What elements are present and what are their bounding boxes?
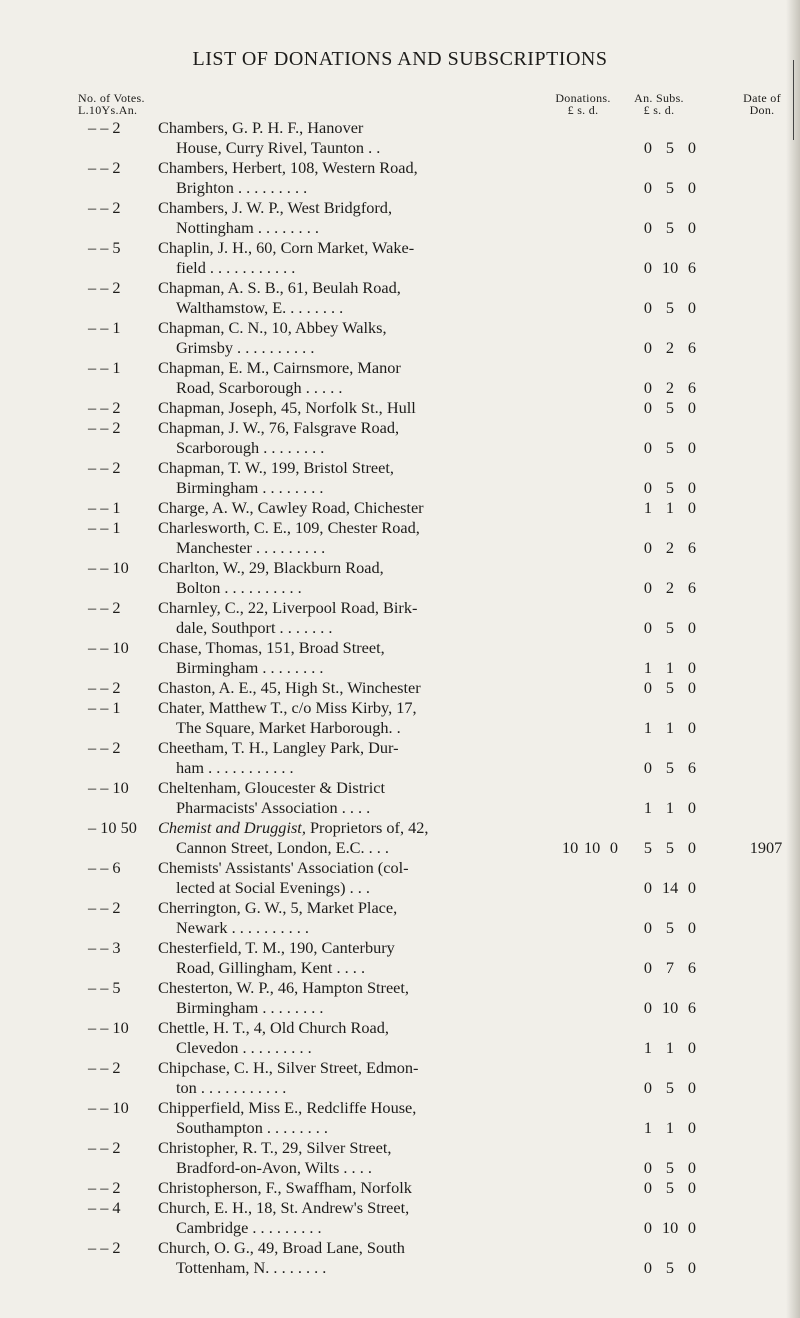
- entry-address-continued: Birmingham . . . . . . . .: [176, 998, 324, 1017]
- entry-line: [0, 298, 800, 318]
- subscription-amount: 0: [643, 1218, 653, 1237]
- entry-address-continued: Cambridge . . . . . . . . .: [176, 1218, 322, 1237]
- votes-label: No. of Votes.: [78, 91, 145, 105]
- date-label: Date of: [743, 91, 781, 105]
- entry-line: [0, 938, 800, 958]
- entry-name: Charge, A. W., Cawley Road, Chichester: [158, 498, 424, 517]
- subscription-amount: 0: [687, 918, 697, 937]
- donation-entry: [0, 978, 800, 1018]
- entry-line: [0, 338, 800, 358]
- entry-name: Cherrington, G. W., 5, Market Place,: [158, 898, 398, 917]
- entry-name: Chater, Matthew T., c/o Miss Kirby, 17,: [158, 698, 417, 717]
- entry-votes: – – 10: [88, 558, 129, 577]
- entry-votes: – – 2: [88, 198, 121, 217]
- subscription-amount: 2: [665, 338, 675, 357]
- donation-entry: [0, 678, 800, 698]
- subscription-amount: 0: [687, 1038, 697, 1057]
- entry-name: Chaston, A. E., 45, High St., Winchester: [158, 678, 421, 697]
- entry-address-continued: Walthamstow, E. . . . . . . .: [176, 298, 344, 317]
- subscription-amount: 5: [665, 618, 675, 637]
- subscription-amount: 5: [665, 478, 675, 497]
- subscription-amount: 5: [665, 1178, 675, 1197]
- donation-entry: [0, 358, 800, 398]
- donation-entry: [0, 278, 800, 318]
- entry-name: Chambers, Herbert, 108, Western Road,: [158, 158, 418, 177]
- donation-entry: [0, 418, 800, 458]
- entry-name: Chettle, H. T., 4, Old Church Road,: [158, 1018, 389, 1037]
- entry-line: [0, 458, 800, 478]
- donation-amount: 0: [609, 838, 619, 857]
- subscription-amount: 6: [687, 578, 697, 597]
- entry-votes: – – 1: [88, 318, 121, 337]
- entry-line: [0, 518, 800, 538]
- subscription-amount: 5: [665, 838, 675, 857]
- entry-line: [0, 138, 800, 158]
- entry-address-continued: The Square, Market Harborough. .: [176, 718, 401, 737]
- entry-votes: – – 2: [88, 598, 121, 617]
- donations-column-header: [548, 92, 618, 116]
- entry-votes: – – 1: [88, 698, 121, 717]
- entry-line: [0, 358, 800, 378]
- entry-line: [0, 1038, 800, 1058]
- entry-address-continued: Road, Scarborough . . . . .: [176, 378, 343, 397]
- entry-line: [0, 838, 800, 858]
- subscription-amount: 5: [665, 918, 675, 937]
- entry-line: [0, 498, 800, 518]
- entry-line: [0, 278, 800, 298]
- subscription-amount: 0: [687, 1078, 697, 1097]
- entry-address-continued: Manchester . . . . . . . . .: [176, 538, 326, 557]
- subscription-amount: 5: [643, 838, 653, 857]
- subscription-amount: 5: [665, 1078, 675, 1097]
- subscription-amount: 0: [687, 398, 697, 417]
- subscription-amount: 0: [643, 878, 653, 897]
- entry-line: [0, 158, 800, 178]
- entry-address-continued: Brighton . . . . . . . . .: [176, 178, 308, 197]
- donation-entry: [0, 1018, 800, 1058]
- subscription-amount: 0: [687, 498, 697, 517]
- subscription-amount: 0: [687, 618, 697, 637]
- entry-name: Charnley, C., 22, Liverpool Road, Birk-: [158, 598, 418, 617]
- entry-address-continued: Scarborough . . . . . . . .: [176, 438, 325, 457]
- entry-line: [0, 1098, 800, 1118]
- entry-votes: – – 2: [88, 678, 121, 697]
- subscription-amount: 0: [687, 298, 697, 317]
- subscription-amount: 6: [687, 998, 697, 1017]
- entry-line: [0, 918, 800, 938]
- entry-line: [0, 778, 800, 798]
- entry-name: Church, O. G., 49, Broad Lane, South: [158, 1238, 405, 1257]
- entry-line: [0, 898, 800, 918]
- entry-address-continued: lected at Social Evenings) . . .: [176, 878, 370, 897]
- entry-line: [0, 998, 800, 1018]
- subscription-amount: 1: [643, 1118, 653, 1137]
- subscription-amount: 0: [687, 878, 697, 897]
- entry-address-continued: Clevedon . . . . . . . . .: [176, 1038, 312, 1057]
- entry-name: Chaplin, J. H., 60, Corn Market, Wake-: [158, 238, 415, 257]
- donation-entry: [0, 1238, 800, 1278]
- entry-name: Chapman, Joseph, 45, Norfolk St., Hull: [158, 398, 416, 417]
- subscription-amount: 0: [687, 218, 697, 237]
- donation-entry: [0, 1098, 800, 1138]
- subscription-amount: 0: [643, 338, 653, 357]
- entry-name: Christopherson, F., Swaffham, Norfolk: [158, 1178, 412, 1197]
- subscription-amount: 0: [643, 578, 653, 597]
- subscription-amount: 2: [665, 378, 675, 397]
- donation-entry: [0, 738, 800, 778]
- subscription-amount: 1: [665, 718, 675, 737]
- subscription-amount: 0: [643, 758, 653, 777]
- subscription-amount: 5: [665, 398, 675, 417]
- entry-votes: – – 2: [88, 1058, 121, 1077]
- entry-name: Chapman, T. W., 199, Bristol Street,: [158, 458, 394, 477]
- entry-line: [0, 878, 800, 898]
- donation-entry: [0, 398, 800, 418]
- entry-votes: – – 10: [88, 1018, 129, 1037]
- subscription-amount: 1: [665, 798, 675, 817]
- entry-name: Chipperfield, Miss E., Redcliffe House,: [158, 1098, 417, 1117]
- donation-entry: [0, 158, 800, 198]
- entry-line: [0, 118, 800, 138]
- donation-entry: [0, 238, 800, 278]
- subscription-amount: 0: [687, 838, 697, 857]
- page-edge-mark: [793, 60, 794, 140]
- donation-entry: [0, 598, 800, 638]
- subscription-amount: 10: [662, 258, 679, 277]
- entry-votes: – – 10: [88, 1098, 129, 1117]
- subscription-amount: 1: [665, 658, 675, 677]
- entry-address-continued: Grimsby . . . . . . . . . .: [176, 338, 315, 357]
- entry-votes: – 10 50: [88, 818, 137, 837]
- subscription-amount: 0: [687, 478, 697, 497]
- subscription-amount: 1: [643, 498, 653, 517]
- subscription-amount: 2: [665, 538, 675, 557]
- subscription-amount: 6: [687, 258, 697, 277]
- entry-address-continued: Birmingham . . . . . . . .: [176, 478, 324, 497]
- subscription-amount: 5: [665, 1158, 675, 1177]
- entry-line: [0, 578, 800, 598]
- donation-entry: [0, 558, 800, 598]
- entry-line: [0, 1058, 800, 1078]
- subscription-amount: 0: [643, 678, 653, 697]
- donations-sub-label: £ s. d.: [567, 103, 599, 117]
- entry-votes: – – 2: [88, 278, 121, 297]
- donation-date: 1907: [749, 838, 783, 857]
- subscription-amount: 0: [687, 1218, 697, 1237]
- subscription-amount: 2: [665, 578, 675, 597]
- subscription-amount: 14: [662, 878, 679, 897]
- entry-address-continued: ham . . . . . . . . . . .: [176, 758, 294, 777]
- donation-entry: [0, 858, 800, 898]
- subscription-amount: 0: [643, 1178, 653, 1197]
- entry-votes: – – 2: [88, 418, 121, 437]
- donation-entry: [0, 638, 800, 678]
- subscription-amount: 6: [687, 338, 697, 357]
- subscription-amount: 6: [687, 538, 697, 557]
- entry-votes: – – 5: [88, 238, 121, 257]
- entry-name: Charlesworth, C. E., 109, Chester Road,: [158, 518, 420, 537]
- entry-line: [0, 398, 800, 418]
- entry-line: [0, 1118, 800, 1138]
- entry-address-continued: Tottenham, N. . . . . . . .: [176, 1258, 327, 1277]
- entry-address-continued: House, Curry Rivel, Taunton . .: [176, 138, 381, 157]
- entry-votes: – – 1: [88, 498, 121, 517]
- subscription-amount: 0: [687, 138, 697, 157]
- donation-entry: [0, 118, 800, 158]
- subscription-amount: 1: [665, 498, 675, 517]
- entry-line: [0, 1178, 800, 1198]
- entry-address-continued: dale, Southport . . . . . . .: [176, 618, 333, 637]
- subscription-amount: 5: [665, 218, 675, 237]
- donation-entry: [0, 1058, 800, 1098]
- entry-line: [0, 238, 800, 258]
- entry-line: [0, 798, 800, 818]
- entry-line: [0, 1018, 800, 1038]
- subscription-amount: 10: [662, 998, 679, 1017]
- donation-entry: [0, 1138, 800, 1178]
- entry-votes: – – 2: [88, 398, 121, 417]
- entry-address-continued: Bolton . . . . . . . . . .: [176, 578, 302, 597]
- subscription-amount: 1: [665, 1038, 675, 1057]
- donation-entry: [0, 938, 800, 978]
- entry-votes: – – 10: [88, 778, 129, 797]
- subscription-amount: 0: [687, 1158, 697, 1177]
- donation-entry: [0, 898, 800, 938]
- entry-votes: – – 2: [88, 738, 121, 757]
- subscription-amount: 5: [665, 758, 675, 777]
- entry-line: [0, 698, 800, 718]
- entry-votes: – – 4: [88, 1198, 121, 1217]
- subscription-amount: 5: [665, 438, 675, 457]
- subscription-amount: 0: [643, 918, 653, 937]
- entry-line: [0, 978, 800, 998]
- entry-line: [0, 758, 800, 778]
- entry-votes: – – 2: [88, 1238, 121, 1257]
- entry-line: [0, 1078, 800, 1098]
- donation-entry: [0, 518, 800, 558]
- entry-votes: – – 1: [88, 518, 121, 537]
- donation-entry: [0, 778, 800, 818]
- entry-line: [0, 738, 800, 758]
- subscription-amount: 0: [643, 398, 653, 417]
- entry-line: [0, 438, 800, 458]
- entry-line: [0, 538, 800, 558]
- subscription-amount: 0: [643, 378, 653, 397]
- entry-name: Chapman, C. N., 10, Abbey Walks,: [158, 318, 387, 337]
- subscription-amount: 7: [665, 958, 675, 977]
- entry-name: Chapman, J. W., 76, Falsgrave Road,: [158, 418, 400, 437]
- subscription-amount: 0: [643, 178, 653, 197]
- entry-line: [0, 1198, 800, 1218]
- entry-name: Chesterton, W. P., 46, Hampton Street,: [158, 978, 409, 997]
- subscription-amount: 1: [665, 1118, 675, 1137]
- subscription-amount: 5: [665, 1258, 675, 1277]
- subscription-amount: 1: [643, 1038, 653, 1057]
- entry-votes: – – 2: [88, 158, 121, 177]
- entry-name: Chambers, J. W. P., West Bridgford,: [158, 198, 393, 217]
- subscription-amount: 0: [643, 1258, 653, 1277]
- entry-name: Chemist and Druggist, Proprietors of, 42,: [158, 818, 429, 837]
- subscription-amount: 0: [687, 718, 697, 737]
- subscription-amount: 6: [687, 758, 697, 777]
- entry-name: Chase, Thomas, 151, Broad Street,: [158, 638, 385, 657]
- entry-votes: – – 1: [88, 358, 121, 377]
- publication-title: Chemist and Druggist,: [158, 818, 306, 837]
- donation-entry: [0, 818, 800, 858]
- entry-name: Cheetham, T. H., Langley Park, Dur-: [158, 738, 399, 757]
- entry-votes: – – 2: [88, 1138, 121, 1157]
- entry-address-continued: field . . . . . . . . . . .: [176, 258, 296, 277]
- entry-line: [0, 1138, 800, 1158]
- entry-line: [0, 818, 800, 838]
- subscription-amount: 0: [643, 478, 653, 497]
- entry-line: [0, 218, 800, 238]
- donations-label: Donations.: [555, 91, 611, 105]
- entry-line: [0, 1258, 800, 1278]
- subscription-amount: 5: [665, 138, 675, 157]
- entry-line: [0, 418, 800, 438]
- entry-line: [0, 1158, 800, 1178]
- subscription-amount: 0: [687, 1118, 697, 1137]
- subscription-amount: 0: [643, 438, 653, 457]
- entry-name: Chambers, G. P. H. F., Hanover: [158, 118, 364, 137]
- entry-votes: – – 6: [88, 858, 121, 877]
- date-column-header: [732, 92, 792, 116]
- entry-votes: – – 5: [88, 978, 121, 997]
- entry-line: [0, 658, 800, 678]
- entry-name: Chipchase, C. H., Silver Street, Edmon-: [158, 1058, 419, 1077]
- subscription-amount: 0: [687, 1258, 697, 1277]
- subscription-amount: 6: [687, 958, 697, 977]
- subscription-amount: 0: [687, 798, 697, 817]
- subscription-amount: 1: [643, 718, 653, 737]
- entry-line: [0, 598, 800, 618]
- votes-column-header: [78, 92, 145, 116]
- donation-entry: [0, 1198, 800, 1238]
- subscription-amount: 0: [687, 658, 697, 677]
- subscription-amount: 0: [687, 1178, 697, 1197]
- entry-address-continued: Newark . . . . . . . . . .: [176, 918, 309, 937]
- subscription-amount: 10: [662, 1218, 679, 1237]
- entry-line: [0, 858, 800, 878]
- subscription-amount: 0: [643, 618, 653, 637]
- entry-name: Church, E. H., 18, St. Andrew's Street,: [158, 1198, 410, 1217]
- entry-address-continued: Pharmacists' Association . . . .: [176, 798, 371, 817]
- entry-address-continued: Road, Gillingham, Kent . . . .: [176, 958, 366, 977]
- page-title: LIST OF DONATIONS AND SUBSCRIPTIONS: [192, 48, 608, 70]
- subscription-amount: 5: [665, 298, 675, 317]
- entry-address-continued: Bradford-on-Avon, Wilts . . . .: [176, 1158, 372, 1177]
- subscription-amount: 0: [643, 958, 653, 977]
- entry-line: [0, 1218, 800, 1238]
- entry-address-continued: Birmingham . . . . . . . .: [176, 658, 324, 677]
- entry-address-continued: Southampton . . . . . . . .: [176, 1118, 328, 1137]
- donation-entry: [0, 198, 800, 238]
- entry-line: [0, 258, 800, 278]
- subscriptions-column-header: [626, 92, 692, 116]
- entry-name: Chapman, E. M., Cairnsmore, Manor: [158, 358, 401, 377]
- entry-line: [0, 558, 800, 578]
- subscription-amount: 5: [665, 178, 675, 197]
- entry-address-continued: Nottingham . . . . . . . .: [176, 218, 319, 237]
- donations-list: [0, 118, 800, 1278]
- donation-amount: 10: [584, 838, 601, 857]
- entry-votes: – – 10: [88, 638, 129, 657]
- entry-line: [0, 1238, 800, 1258]
- entry-votes: – – 2: [88, 898, 121, 917]
- subscription-amount: 0: [643, 1078, 653, 1097]
- subscriptions-label: An. Subs.: [634, 91, 684, 105]
- subscription-amount: 0: [643, 538, 653, 557]
- subscription-amount: 0: [687, 438, 697, 457]
- entry-address-continued: Cannon Street, London, E.C. . . .: [176, 838, 389, 857]
- subscription-amount: 0: [643, 298, 653, 317]
- entry-line: [0, 378, 800, 398]
- entry-name: Christopher, R. T., 29, Silver Street,: [158, 1138, 392, 1157]
- entry-line: [0, 318, 800, 338]
- subscriptions-sub-label: £ s. d.: [643, 103, 675, 117]
- entry-line: [0, 178, 800, 198]
- subscription-amount: 0: [643, 1158, 653, 1177]
- subscription-amount: 0: [643, 998, 653, 1017]
- entry-name: Chesterfield, T. M., 190, Canterbury: [158, 938, 395, 957]
- donation-amount: 10: [562, 838, 579, 857]
- entry-votes: – – 2: [88, 118, 121, 137]
- entry-votes: – – 2: [88, 1178, 121, 1197]
- donation-entry: [0, 318, 800, 358]
- entry-name: Cheltenham, Gloucester & District: [158, 778, 385, 797]
- donation-entry: [0, 458, 800, 498]
- entry-line: [0, 638, 800, 658]
- subscription-amount: 0: [643, 258, 653, 277]
- entry-line: [0, 478, 800, 498]
- entry-name: Charlton, W., 29, Blackburn Road,: [158, 558, 384, 577]
- subscription-amount: 1: [643, 798, 653, 817]
- donation-entry: [0, 698, 800, 738]
- subscription-amount: 0: [643, 138, 653, 157]
- date-sub-label: Don.: [749, 103, 775, 117]
- entry-line: [0, 958, 800, 978]
- entry-votes: – – 3: [88, 938, 121, 957]
- subscription-amount: 5: [665, 678, 675, 697]
- votes-sub-label: L.10Ys.An.: [78, 103, 138, 117]
- subscription-amount: 0: [687, 678, 697, 697]
- entry-votes: – – 2: [88, 458, 121, 477]
- entry-name: Chapman, A. S. B., 61, Beulah Road,: [158, 278, 401, 297]
- donation-entry: [0, 498, 800, 518]
- donation-entry: [0, 1178, 800, 1198]
- subscription-amount: 0: [687, 178, 697, 197]
- entry-line: [0, 718, 800, 738]
- entry-name: Chemists' Assistants' Association (col-: [158, 858, 409, 877]
- subscription-amount: 1: [643, 658, 653, 677]
- entry-line: [0, 618, 800, 638]
- entry-address-continued: ton . . . . . . . . . . .: [176, 1078, 287, 1097]
- subscription-amount: 0: [643, 218, 653, 237]
- entry-line: [0, 678, 800, 698]
- page-edge: [786, 0, 800, 1318]
- entry-line: [0, 198, 800, 218]
- subscription-amount: 6: [687, 378, 697, 397]
